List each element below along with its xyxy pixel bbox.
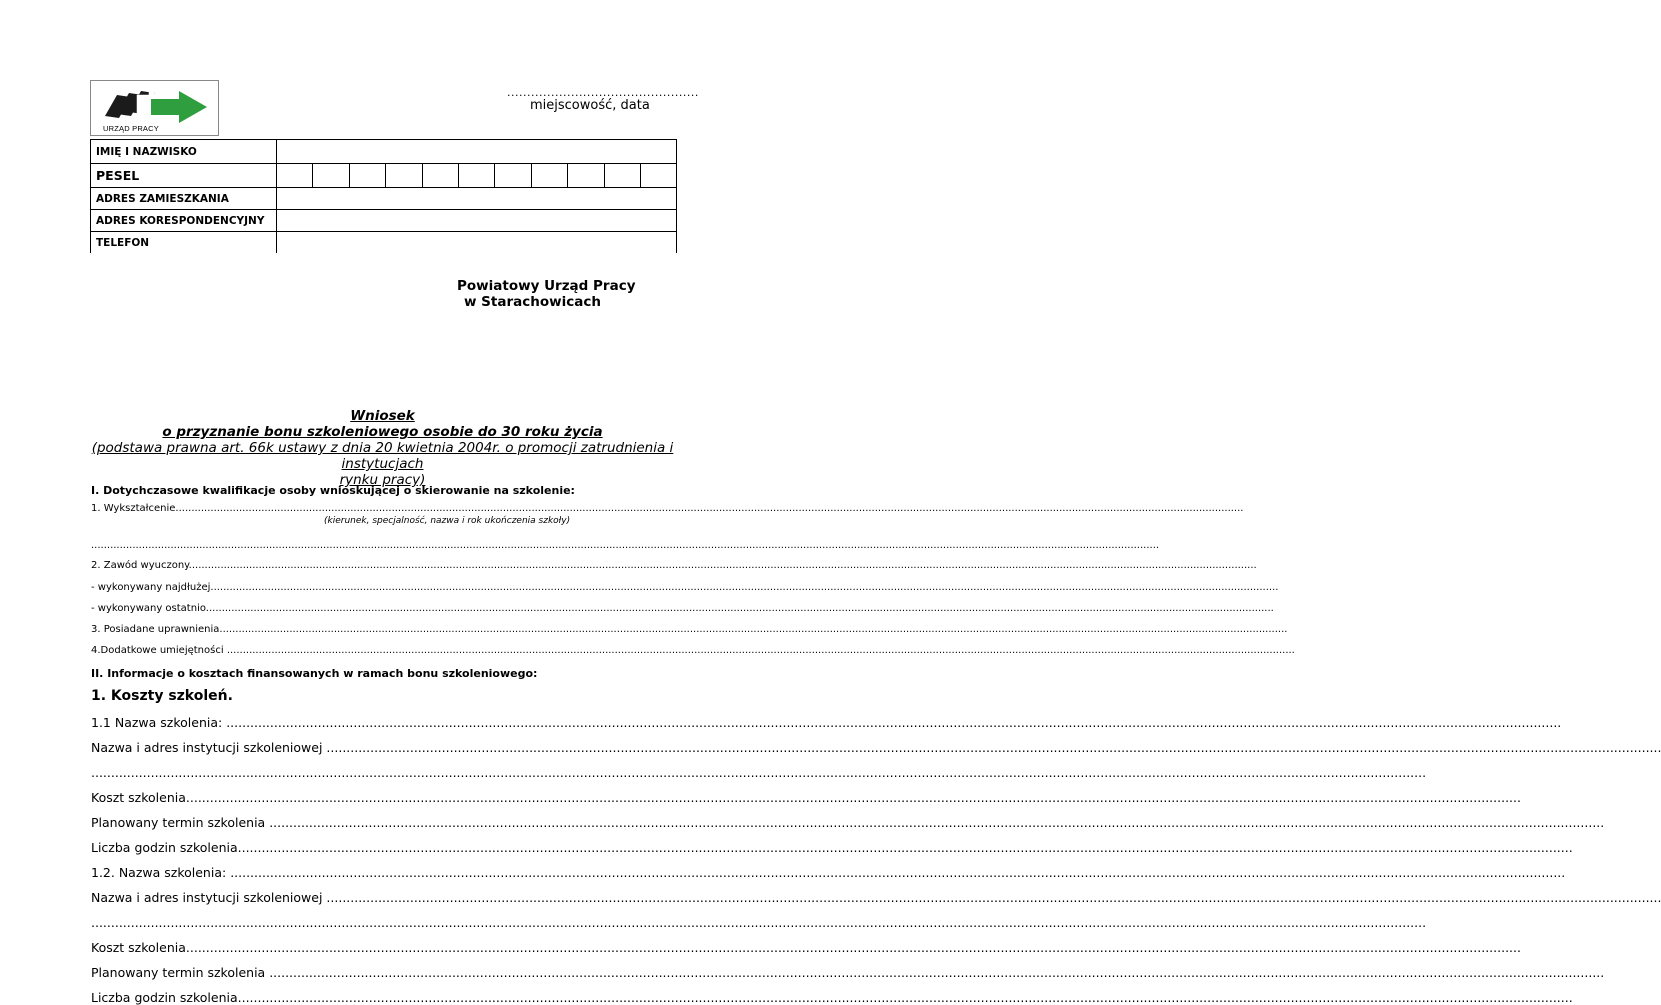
t2-institution-label: Nazwa i adres instytucji szkoleniowej [91,890,327,905]
phone-label: TELEFON [91,232,277,254]
title-line1: Wniosek [350,408,415,424]
office-line2: w Starachowicach [464,294,601,310]
t1-term-line[interactable] [91,815,678,830]
education-line-2[interactable] [91,540,678,551]
t2-cost-line[interactable] [91,940,678,955]
pesel-field[interactable] [277,164,677,188]
office-line1: Powiatowy Urząd Pracy [457,278,636,294]
title-line2: o przyznanie bonu szkoleniowego osobie do 30 roku życia [162,424,603,440]
permissions-line[interactable] [91,624,678,635]
skills-line[interactable] [91,645,678,656]
education-label: 1. Wykształcenie [91,503,176,514]
phone-field[interactable] [277,232,677,254]
correspondence-field[interactable] [277,210,677,232]
personal-data-table [90,139,677,253]
t2-hours-label: Liczba godzin szkolenia [91,990,238,1005]
t2-name-label: 1.2. Nazwa szkolenia: [91,865,231,880]
last-line[interactable] [91,603,678,614]
profession-label: 2. Zawód wyuczony [91,560,189,571]
t1-cost-line[interactable] [91,790,678,805]
name-label: IMIĘ I NAZWISKO [91,140,277,164]
t2-hours-line[interactable] [91,990,678,1005]
correspondence-label: ADRES KORESPONDENCYJNY [91,210,277,232]
pesel-digit-boxes[interactable] [277,164,676,187]
longest-label: - wykonywany najdłużej [91,582,211,593]
t1-institution-line-2[interactable] [91,765,678,780]
t2-term-line[interactable] [91,965,678,980]
urzad-pracy-logo [90,80,219,136]
skills-label: 4.Dodatkowe umiejętności [91,645,227,656]
section2-heading: II. Informacje o kosztach finansowanych w ramach bonu szkoleniowego: [91,667,538,680]
t1-institution-line[interactable] [91,740,678,755]
education-line[interactable] [91,503,678,514]
education-note: (kierunek, specjalność, nazwa i rok ukończenia szkoły) [324,516,571,526]
t1-institution-label: Nazwa i adres instytucji szkoleniowej [91,740,327,755]
date-label: miejscowość, data [530,98,650,113]
t2-name-line[interactable] [91,865,678,880]
t2-term-label: Planowany termin szkolenia [91,965,270,980]
title-line4: rynku pracy) [339,472,426,488]
t1-term-label: Planowany termin szkolenia [91,815,270,830]
t1-name-line[interactable] [91,715,678,730]
t2-institution-line[interactable] [91,890,678,905]
office-address [457,278,636,310]
t2-cost-label: Koszt szkolenia [91,940,186,955]
name-field[interactable] [277,140,677,164]
address-label: ADRES ZAMIESZKANIA [91,188,277,210]
document-title [90,408,675,488]
t1-hours-line[interactable] [91,840,678,855]
permissions-label: 3. Posiadane uprawnienia [91,624,220,635]
section2-subheading: 1. Koszty szkoleń. [91,688,233,704]
profession-line[interactable] [91,560,678,571]
t1-name-label: 1.1 Nazwa szkolenia: [91,715,227,730]
last-label: - wykonywany ostatnio [91,603,206,614]
address-field[interactable] [277,188,677,210]
date-dots: ................................................ [507,86,699,99]
section1-heading: I. Dotychczasowe kwalifikacje osoby wnioskującej o skierowanie na szkolenie: [91,484,575,497]
longest-line[interactable] [91,582,678,593]
t1-hours-label: Liczba godzin szkolenia [91,840,238,855]
logo-text: URZĄD PRACY [103,124,159,133]
t2-institution-line-2[interactable] [91,915,678,930]
pesel-label: PESEL [91,164,277,188]
title-line3: (podstawa prawna art. 66k ustawy z dnia 20 kwietnia 2004r. o promocji zatrudnienia i instytucjach [91,440,674,472]
t1-cost-label: Koszt szkolenia [91,790,186,805]
